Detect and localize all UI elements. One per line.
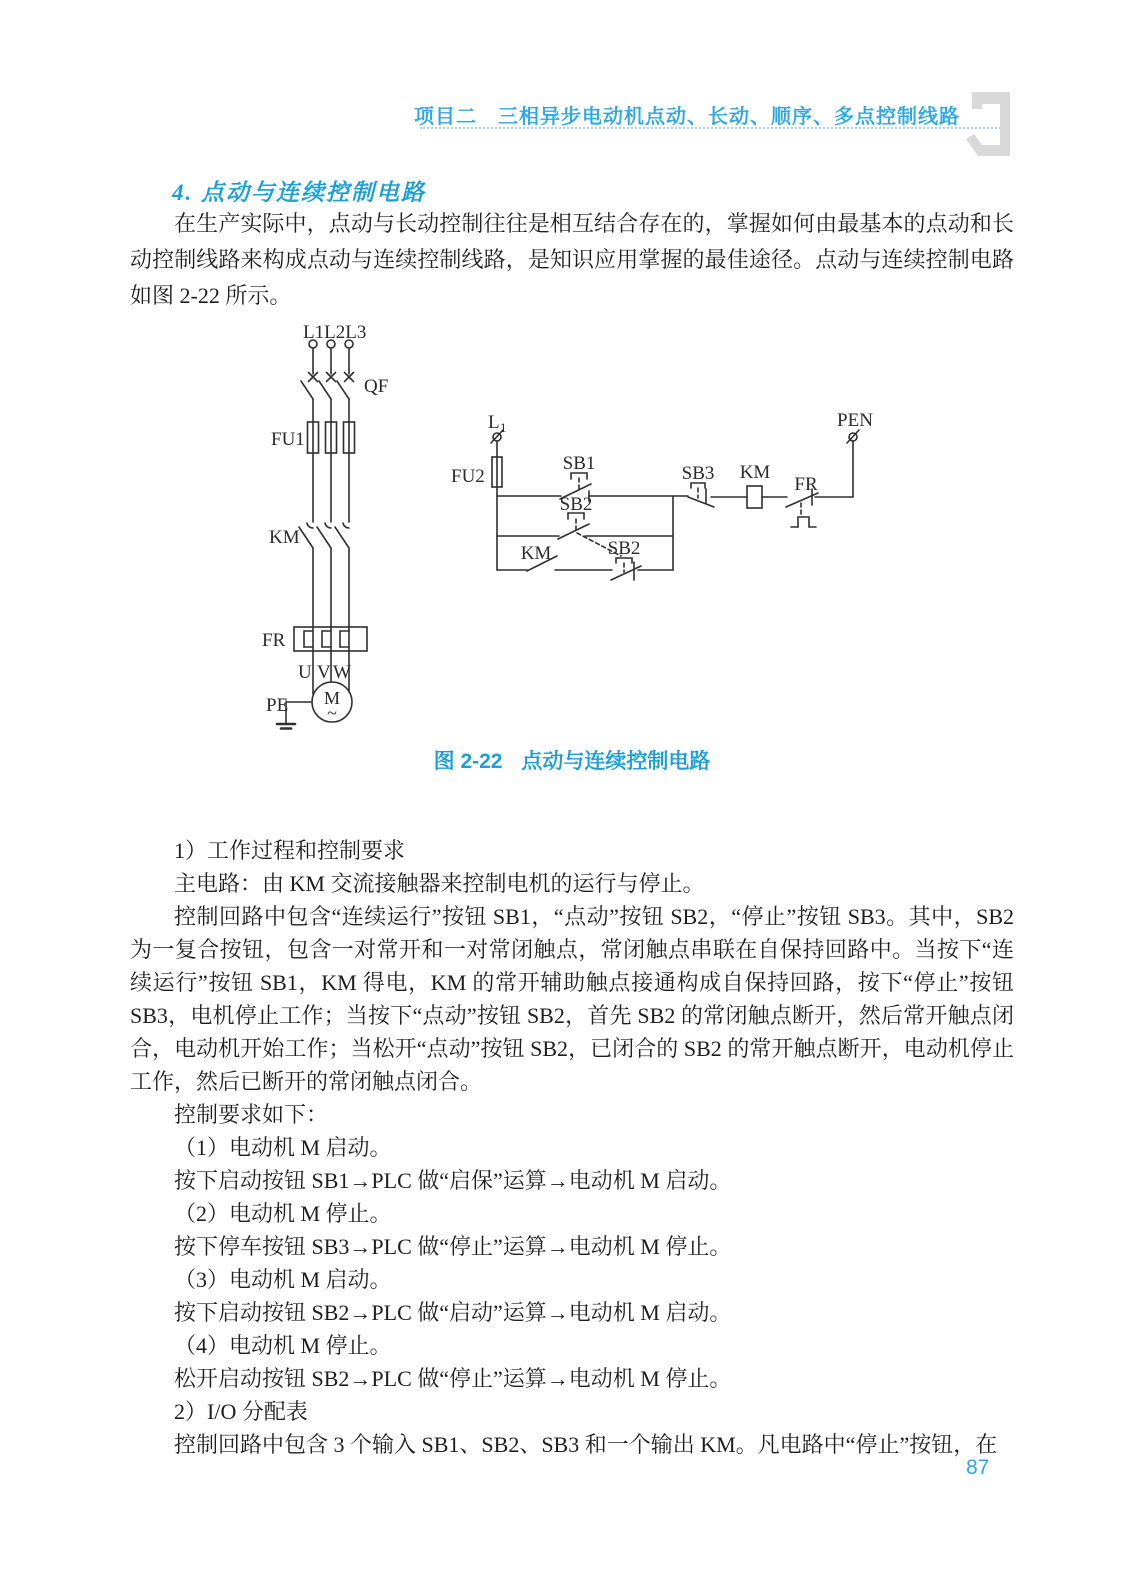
intro-paragraph: 在生产实际中，点动与长动控制往往是相互结合存在的，掌握如何由最基本的点动和长动控制线路来构成点动与连续控制线路，是知识应用掌握的最佳途径。点动与连续控制电路如图 2-22 所示。	[130, 211, 1014, 308]
label-u: U	[298, 662, 312, 683]
paragraph-item-3-detail: 按下启动按钮 SB2→PLC 做“启动”运算→电动机 M 启动。	[174, 1300, 732, 1325]
sb3-button	[688, 483, 714, 507]
figure-caption-label: 图 2-22	[433, 750, 503, 773]
label-km-coil: KM	[739, 462, 771, 483]
circuit-diagram	[258, 318, 900, 748]
paragraph-item-1-detail: 按下启动按钮 SB1→PLC 做“启保”运算→电动机 M 启动。	[174, 1168, 732, 1193]
paragraph-control-loop: 控制回路中包含“连续运行”按钮 SB1，“点动”按钮 SB2，“停止”按钮 SB3。其中，SB2 为一复合按钮，包含一对常开和一对常闭触点，常闭触点串联在自保持回路中。当按下“连续运行”按钮 SB1，KM 得电，KM 的常开辅助触点接通构成自保持回路，按下“停止”按钮 SB3，电机停止工作；当按下“点动”按钮 SB2，首先 SB2 的常闭触点断开，然后常开触点闭合，电动机开始工作；当松开“点动”按钮 SB2，已闭合的 SB2 的常开触点断开，电动机停止工作，然后已断开的常闭触点闭合。	[130, 904, 1014, 1094]
phase-conductors-upper	[313, 399, 349, 522]
sb2-no-button	[558, 513, 589, 539]
label-sb3: SB3	[681, 463, 715, 484]
km-coil	[747, 486, 762, 508]
paragraph-item-3: （3）电动机 M 启动。	[174, 1267, 392, 1292]
paragraph-io-intro: 控制回路中包含 3 个输入 SB1、SB2、SB3 和一个输出 KM。凡电路中“停止”按钮，在	[174, 1432, 998, 1457]
paragraph-item-4-detail: 松开启动按钮 SB2→PLC 做“停止”运算→电动机 M 停止。	[174, 1366, 732, 1391]
label-sb2-nc: SB2	[607, 538, 641, 559]
paragraph-control-requirements: 控制要求如下：	[174, 1102, 329, 1127]
label-pen: PEN	[837, 410, 873, 431]
qf-breaker	[301, 373, 354, 400]
label-fr-main: FR	[262, 630, 286, 651]
sb2-nc-button	[611, 558, 641, 580]
label-motor-m: M	[323, 688, 341, 708]
label-fr-ctrl: FR	[794, 474, 818, 495]
incoming-terminals	[309, 340, 353, 374]
pen-terminal	[847, 430, 859, 497]
label-l1: L	[488, 412, 500, 433]
label-qf: QF	[364, 376, 389, 397]
page-header-title: 项目二 三相异步电动机点动、长动、顺序、多点控制线路	[414, 106, 960, 128]
paragraph-io-table-heading: 2）I/O 分配表	[174, 1399, 308, 1424]
label-motor-tilde: ~	[327, 703, 337, 723]
paragraph-item-2: （2）电动机 M 停止。	[174, 1201, 392, 1226]
paragraph-main-circuit: 主电路：由 KM 交流接触器来控制电机的运行与停止。	[174, 871, 705, 896]
body-text	[130, 834, 1014, 1461]
page-corner-icon	[962, 92, 1012, 158]
label-sb2-no: SB2	[559, 494, 593, 515]
page-number: 87	[966, 1456, 990, 1479]
label-v: V	[317, 662, 331, 683]
header-dotted-rule	[420, 127, 1008, 129]
label-l1-sub: 1	[500, 420, 507, 435]
paragraph-item-4: （4）电动机 M 停止。	[174, 1333, 392, 1358]
paragraph-item-1: （1）电动机 M 启动。	[174, 1135, 392, 1160]
label-l1l2l3: L1L2L3	[303, 322, 367, 343]
label-km-aux: KM	[520, 543, 552, 564]
label-fu1: FU1	[271, 429, 305, 450]
figure-caption	[130, 745, 1014, 775]
label-fu2: FU2	[451, 466, 485, 487]
label-sb1: SB1	[562, 453, 596, 474]
km-main-contacts	[299, 523, 349, 548]
figure-caption-title: 点动与连续控制电路	[521, 750, 711, 773]
label-km-main: KM	[269, 527, 300, 548]
paragraph-item-2-detail: 按下停车按钮 SB3→PLC 做“停止”运算→电动机 M 停止。	[174, 1234, 732, 1259]
label-w: W	[333, 662, 351, 683]
paragraph-work-process-heading: 1）工作过程和控制要求	[174, 838, 406, 863]
label-pe: PE	[266, 695, 289, 716]
section-heading: 4. 点动与连续控制电路	[172, 180, 426, 205]
